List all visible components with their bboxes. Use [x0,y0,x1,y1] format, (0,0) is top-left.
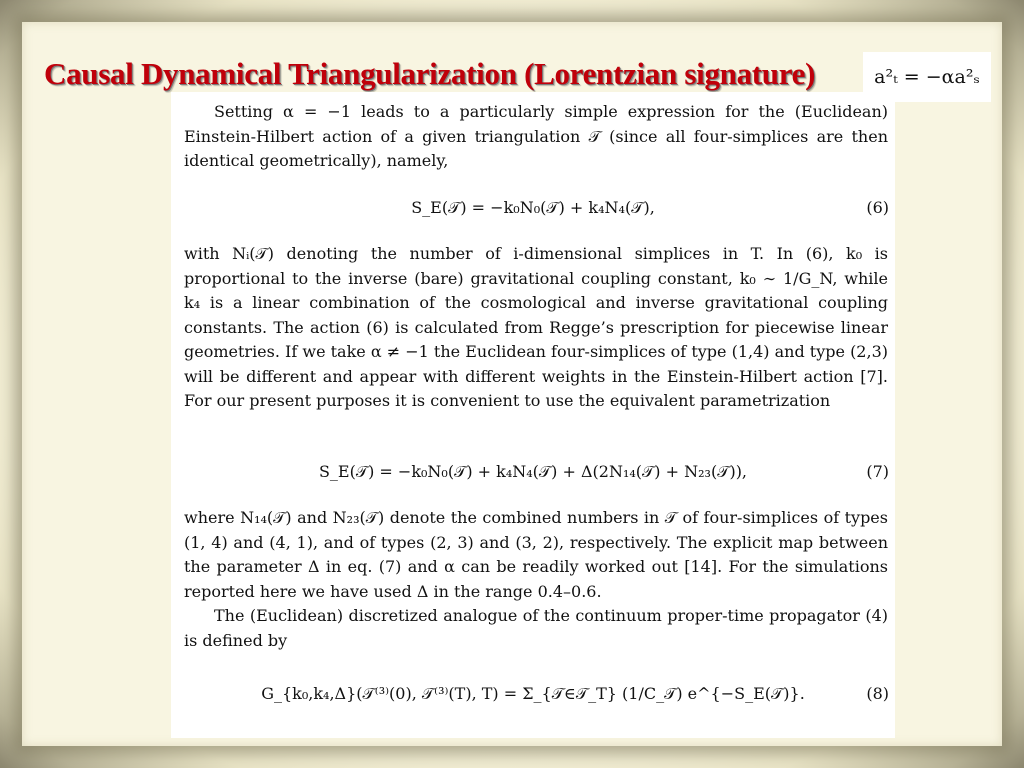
equation-6-number: (6) [866,198,889,217]
equation-7-expression: S_E(𝒯) = −k₀N₀(𝒯) + k₄N₄(𝒯) + Δ(2N₁₄(𝒯) + N₂₃(𝒯)), [318,462,748,481]
slide-title: Causal Dynamical Triangularization (Lorentzian signature) [44,56,816,91]
paragraph-4: The (Euclidean) discretized analogue of the continuum proper-time propagator (4) is defined by [184,606,888,650]
equation-7 [171,462,895,492]
equation-7-number: (7) [866,462,889,481]
paragraph-1: Setting α = −1 leads to a particularly simple expression for the (Euclidean) Einstein-Hilbert action of a given triangulation 𝒯 (since all four-simplices are then identical geometrically), namely, [184,102,888,170]
paragraph-3: where N₁₄(𝒯) and N₂₃(𝒯) denote the combined numbers in 𝒯 of four-simplices of types (1, 4) and (4, 1), and of types (2, 3) and (3, 2), respectively. The explicit map between the parameter Δ in eq. (7) and α can be readily worked out [14]. For the simulations reported here we have used Δ in the range 0.4–0.6. [184,508,888,601]
paragraph-2: with Nᵢ(𝒯) denoting the number of i-dimensional simplices in T. In (6), k₀ is proportional to the inverse (bare) gravitational coupling constant, k₀ ∼ 1/G_N, while k₄ is a linear combination of the cosmological and inverse gravitational coupling constants. The action (6) is calculated from Regge’s prescription for piecewise linear geometries. If we take α ≠ −1 the Euclidean four-simplices of type (1,4) and type (2,3) will be different and appear with different weights in the Einstein-Hilbert action [7]. For our present purposes it is convenient to use the equivalent parametrization [184,244,888,410]
equation-6-expression: S_E(𝒯) = −k₀N₀(𝒯) + k₄N₄(𝒯), [411,198,655,217]
corner-formula: a²ₜ = −αa²ₛ [863,52,991,102]
equation-8 [171,684,895,714]
equation-6 [171,198,895,228]
equation-8-number: (8) [866,684,889,703]
equation-8-expression: G_{k₀,k₄,Δ}(𝒯⁽³⁾(0), 𝒯⁽³⁾(T), T) = Σ_{𝒯∈𝒯_T} (1/C_𝒯) e^{−S_E(𝒯)}. [261,684,805,703]
paper-excerpt [171,92,895,738]
